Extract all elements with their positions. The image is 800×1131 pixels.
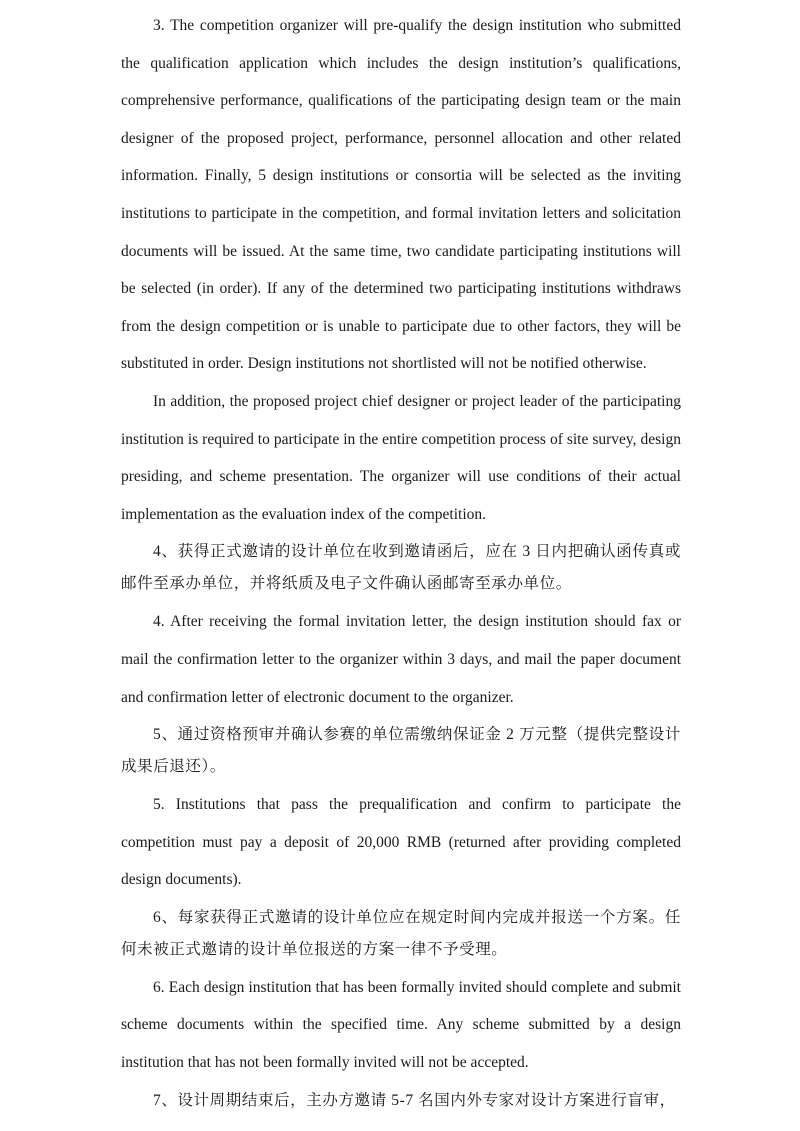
paragraph-7-zh: 7、设计周期结束后，主办方邀请 5-7 名国内外专家对设计方案进行盲审， xyxy=(153,1091,676,1109)
paragraph-3-en-addition: In addition, the proposed project chief designer or project leader of the participating institution is required to participate in the entire competition process of site survey, design presiding, and scheme presentation. The organizer will use conditions of their actual implementation as the evaluation index of the competition. xyxy=(121,392,681,523)
paragraph-3-en: 3. The competition organizer will pre-qualify the design institution who submitted the qualification application which includes the design institution’s qualifications, comprehensive performance, qualifications of the participating design team or the main designer of the proposed project, performance, personnel allocation and other related information. Finally, 5 design institutions or consortia will be selected as the inviting institutions to participate in the competition, and formal invitation letters and solicitation documents will be issued. At the same time, two candidate participating institutions will be selected (in order). If any of the determined two participating institutions withdraws from the design competition or is unable to participate due to other factors, they will be substituted in order. Design institutions not shortlisted will not be notified otherwise. xyxy=(121,17,681,373)
paragraph-5-zh: 5、通过资格预审并确认参赛的单位需缴纳保证金 2 万元整（提供完整设计成果后退还）。 xyxy=(121,726,681,776)
paragraph-6-zh: 6、每家获得正式邀请的设计单位应在规定时间内完成并报送一个方案。任何未被正式邀请的设计单位报送的方案一律不予受理。 xyxy=(121,908,681,958)
document-page xyxy=(121,0,681,1117)
paragraph-4-zh: 4、获得正式邀请的设计单位在收到邀请函后，应在 3 日内把确认函传真或邮件至承办单位，并将纸质及电子文件确认函邮寄至承办单位。 xyxy=(121,543,681,593)
paragraph-4-en: 4. After receiving the formal invitation letter, the design institution should fax or mail the confirmation letter to the organizer within 3 days, and mail the paper document and confirmation letter of electronic document to the organizer. xyxy=(121,613,681,706)
paragraph-5-en: 5. Institutions that pass the prequalification and confirm to participate the competition must pay a deposit of 20,000 RMB (returned after providing completed design documents). xyxy=(121,796,681,889)
paragraph-6-en: 6. Each design institution that has been formally invited should complete and submit scheme documents within the specified time. Any scheme submitted by a design institution that has not been formally invited will not be accepted. xyxy=(121,978,681,1072)
